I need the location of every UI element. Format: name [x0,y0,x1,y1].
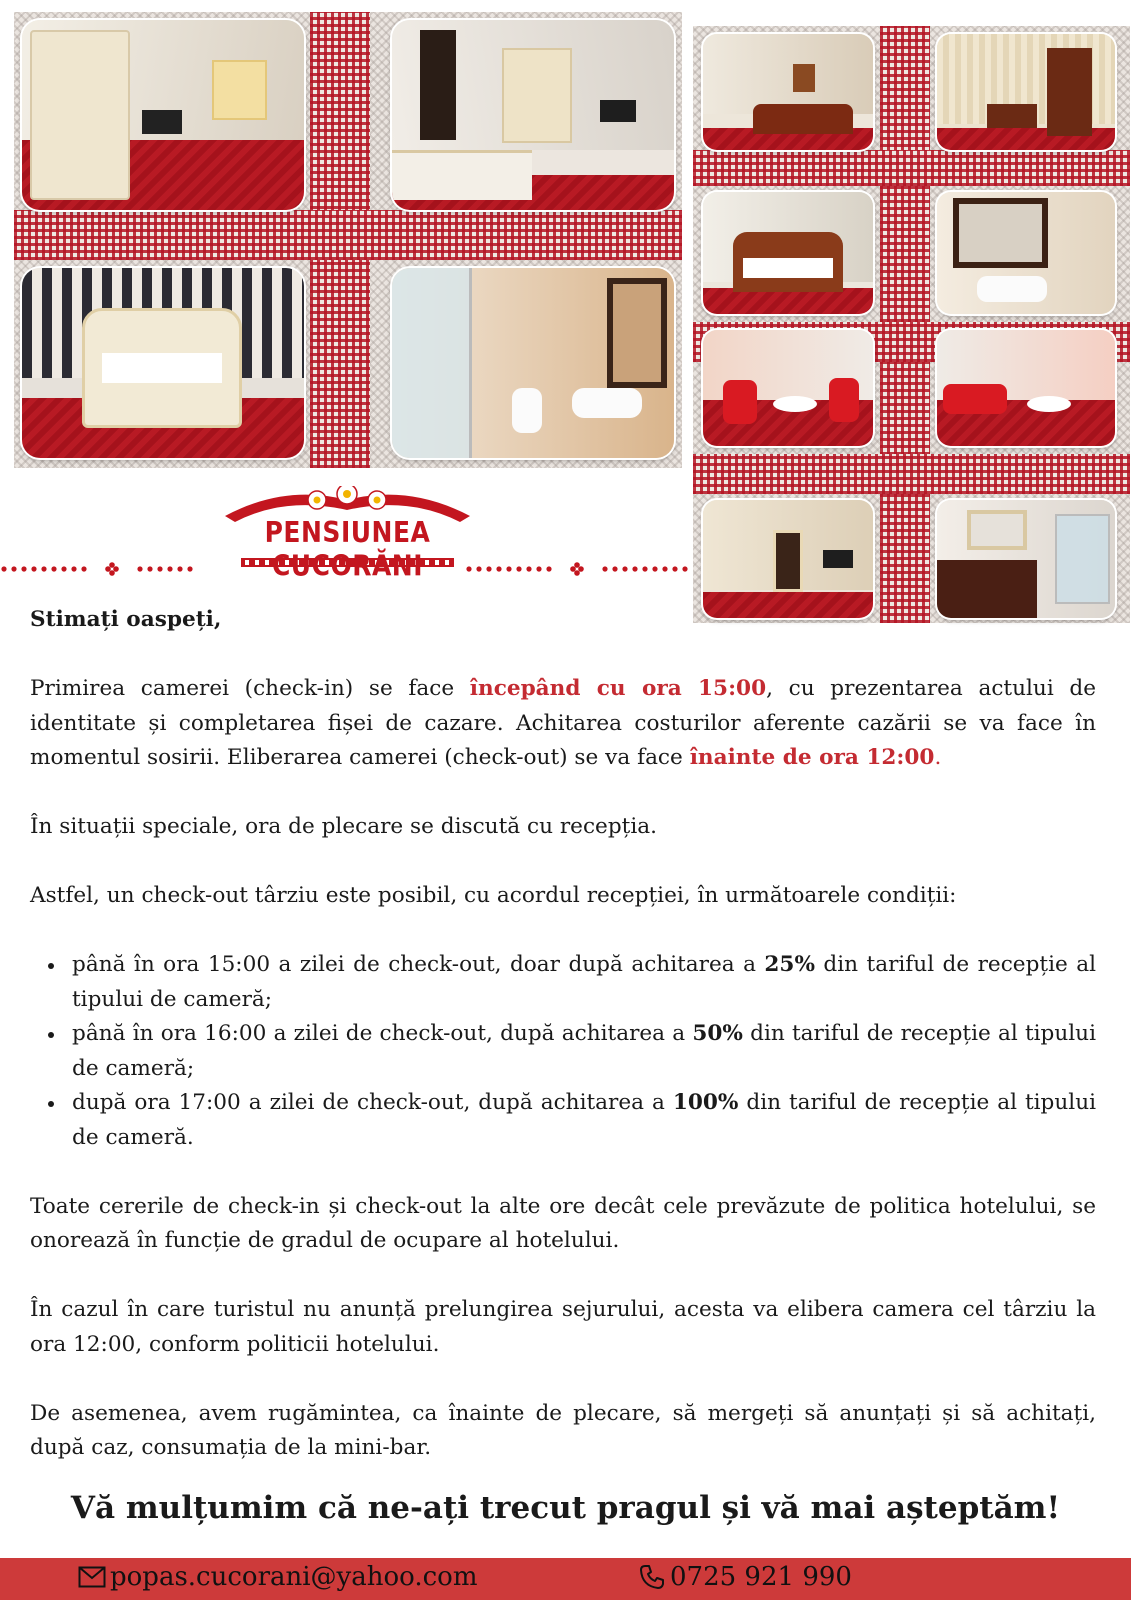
email-contact[interactable] [78,1562,477,1592]
gallery-photo-2 [392,20,674,210]
condition-percentage: 100% [672,1090,739,1115]
gallery-photo-9 [703,330,873,446]
dotted-divider-right [465,562,691,576]
gallery-photo-3 [22,268,304,458]
photo-collage-left [14,12,682,468]
checkin-text-2: , cu prezentarea actului de identitate și completarea fișei de cazare. Achitarea costurilor aferente cazării se va face în momentul sosirii. Eliberarea camerei (check-out) se va face [30,676,1097,770]
late-checkout-conditions [72,948,1096,1155]
greeting: Stimați oaspeți, [30,607,222,632]
special-situations-paragraph: În situații speciale, ora de plecare se discută cu recepția. [30,814,657,839]
checkin-text-1: Primirea camerei (check-in) se face [30,676,470,701]
minibar-paragraph: De asemenea, avem rugămintea, ca înainte de plecare, să mergeți să anunțați și să achitați, după caz, consumația de la mini-bar. [30,1400,1096,1460]
conditions-intro: Astfel, un check-out târziu este posibil, cu acordul recepției, în următoarele condiții: [30,883,957,908]
brand-wordmark: PENSIUNEA CUCORĂNI [264,515,431,583]
gallery-photo-10 [937,330,1115,446]
requests-paragraph: Toate cererile de check-in și check-out la alte ore decât cele prevăzute de politica hotelului, se onorează în funcție de gradul de ocupare al hotelului. [30,1193,1096,1253]
checkout-time-highlight: înainte de ora 12:00 [689,745,935,770]
condition-percentage: 25% [764,952,815,977]
dotted-divider-left [0,562,200,576]
brand-logo [205,486,490,583]
email-address[interactable]: popas.cucorani@yahoo.com [110,1562,478,1592]
gallery-photo-11 [703,500,873,618]
checkin-time-highlight: începând cu ora 15:00 [469,676,767,701]
contact-footer [0,1558,1131,1600]
embroidery-band-horizontal [14,210,682,260]
phone-number[interactable]: 0725 921 990 [670,1562,852,1592]
phone-icon [638,1563,666,1591]
condition-percentage: 50% [692,1021,743,1046]
gallery-photo-1 [22,20,304,210]
gallery-photo-5 [703,34,873,150]
closing-thanks: Vă mulțumim că ne-ați trecut pragul și vă mai așteptăm! [70,1490,1061,1526]
gallery-photo-12 [937,500,1115,618]
checkin-text-3: . [934,745,942,770]
extension-paragraph: În cazul în care turistul nu anunță prelungirea sejurului, acesta va elibera camera cel târziu la ora 12:00, conform politicii hotelului. [30,1297,1096,1357]
gallery-photo-4 [392,268,674,458]
letter-body [30,603,1096,1466]
gallery-photo-7 [703,192,873,314]
checkin-paragraph [30,672,1096,776]
photo-collage-right [693,26,1130,623]
gallery-photo-8 [937,192,1115,314]
phone-contact[interactable] [638,1562,852,1592]
gallery-photo-6 [937,34,1115,150]
envelope-icon [78,1566,106,1588]
embroidery-band-horizontal [693,150,1130,186]
list-item: până în ora 15:00 a zilei de check-out, doar după achitarea a 25% din tariful de recepție al tipului de cameră; [72,948,1096,1017]
list-item: până în ora 16:00 a zilei de check-out, după achitarea a 50% din tariful de recepție al tipului de cameră; [72,1017,1096,1086]
embroidery-band-horizontal [693,454,1130,494]
list-item: după ora 17:00 a zilei de check-out, după achitarea a 100% din tariful de recepție al tipului de cameră. [72,1086,1096,1155]
